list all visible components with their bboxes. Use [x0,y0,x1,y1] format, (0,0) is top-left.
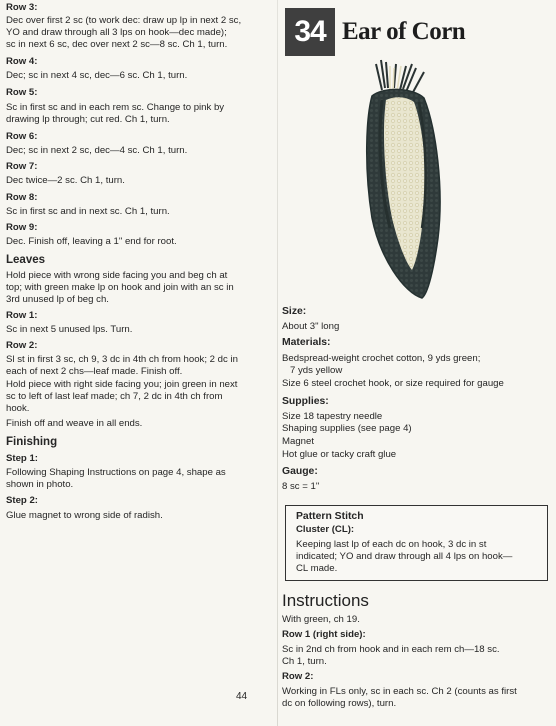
leaves-line-3: 3rd unused lp of beg ch. [6,294,109,305]
pattern-number-badge: 34 [285,8,335,56]
instructions-row-2-heading: Row 2: [282,671,314,682]
materials-line-1: Bedspread-weight crochet cotton, 9 yds green; [282,353,481,364]
page-number: 44 [236,691,248,702]
instructions-row-1-heading: Row 1 (right side): [282,629,366,640]
instructions-line-1: With green, ch 19. [282,614,360,625]
row-3-line-2: YO and draw through all 3 lps on hook—dec made); [6,27,227,38]
instructions-row-2-line-1: Working in FLs only, sc in each sc. Ch 2 (counts as first [282,686,517,697]
step-1-line-2: shown in photo. [6,479,74,490]
column-divider [277,0,278,726]
supplies-line-3: Magnet [282,436,314,447]
row-3-line-1: Dec over first 2 sc (to work dec: draw up lp in next 2 sc, [6,15,242,26]
gauge-text: 8 sc = 1" [282,481,320,492]
size-text: About 3" long [282,321,340,332]
leaves-row-2-line-5: hook. [6,403,30,414]
row-9-heading: Row 9: [6,222,38,233]
pattern-title: Ear of Corn [342,18,466,45]
row-4-line-1: Dec; sc in next 4 sc, dec—6 sc. Ch 1, turn. [6,70,188,81]
leaves-heading: Leaves [6,254,46,266]
supplies-line-4: Hot glue or tacky craft glue [282,449,397,460]
gauge-heading: Gauge: [282,466,318,477]
row-5-line-1: Sc in first sc and in each rem sc. Change to pink by [6,102,225,113]
pattern-stitch-box [285,505,548,581]
supplies-heading: Supplies: [282,396,329,407]
materials-line-3: Size 6 steel crochet hook, or size required for gauge [282,378,504,389]
leaves-line-1: Hold piece with wrong side facing you and beg ch at [6,270,228,281]
row-9-line-1: Dec. Finish off, leaving a 1" end for root. [6,236,177,247]
pattern-stitch-heading: Pattern Stitch [296,511,364,522]
cluster-line-1: Keeping last lp of each dc on hook, 3 dc in st [296,539,487,550]
row-3-heading: Row 3: [6,2,38,13]
step-1-line-1: Following Shaping Instructions on page 4, shape as [6,467,226,478]
leaves-row-2-line-2: each of next 2 chs—leaf made. Finish off. [6,366,183,377]
row-3-line-3: sc in next 6 sc, dec over next 2 sc—8 sc. Ch 1, turn. [6,39,228,50]
instructions-row-2-line-2: dc on following rows), turn. [282,698,397,709]
row-7-line-1: Dec twice—2 sc. Ch 1, turn. [6,175,125,186]
row-7-heading: Row 7: [6,161,38,172]
row-5-heading: Row 5: [6,87,38,98]
instructions-row-1-line-1: Sc in 2nd ch from hook and in each rem ch—18 sc. [282,644,500,655]
instructions-heading: Instructions [282,591,369,610]
leaves-row-2-heading: Row 2: [6,340,38,351]
step-2-heading: Step 2: [6,495,38,506]
ear-of-corn-photo [324,58,484,301]
leaves-row-2-line-3: Hold piece with right side facing you; join green in next [6,379,238,390]
leaves-row-1-heading: Row 1: [6,310,38,321]
cluster-line-3: CL made. [296,563,338,574]
leaves-row-2-line-4: sc to left of last leaf made; ch 7, 2 dc in 4th ch from [6,391,223,402]
row-6-heading: Row 6: [6,131,38,142]
leaves-row-1-line-1: Sc in next 5 unused lps. Turn. [6,324,133,335]
row-8-heading: Row 8: [6,192,38,203]
finishing-heading: Finishing [6,436,58,448]
instructions-row-1-line-2: Ch 1, turn. [282,656,327,667]
materials-line-2: 7 yds yellow [282,365,343,376]
step-2-line-1: Glue magnet to wrong side of radish. [6,510,163,521]
row-8-line-1: Sc in first sc and in next sc. Ch 1, turn. [6,206,170,217]
row-4-heading: Row 4: [6,56,38,67]
leaves-row-2-line-6: Finish off and weave in all ends. [6,418,143,429]
size-heading: Size: [282,306,307,317]
row-5-line-2: drawing lp through; cut red. Ch 1, turn. [6,114,170,125]
cluster-heading: Cluster (CL): [296,524,355,535]
supplies-line-1: Size 18 tapestry needle [282,411,383,422]
row-6-line-1: Dec; sc in next 2 sc, dec—4 sc. Ch 1, turn. [6,145,188,156]
supplies-line-2: Shaping supplies (see page 4) [282,423,412,434]
step-1-heading: Step 1: [6,453,38,464]
cluster-line-2: indicated; YO and draw through all 4 lps on hook— [296,551,513,562]
materials-heading: Materials: [282,337,331,348]
leaves-row-2-line-1: Sl st in first 3 sc, ch 9, 3 dc in 4th ch from hook; 2 dc in [6,354,238,365]
leaves-line-2: top; with green make lp on hook and join with an sc in [6,282,234,293]
